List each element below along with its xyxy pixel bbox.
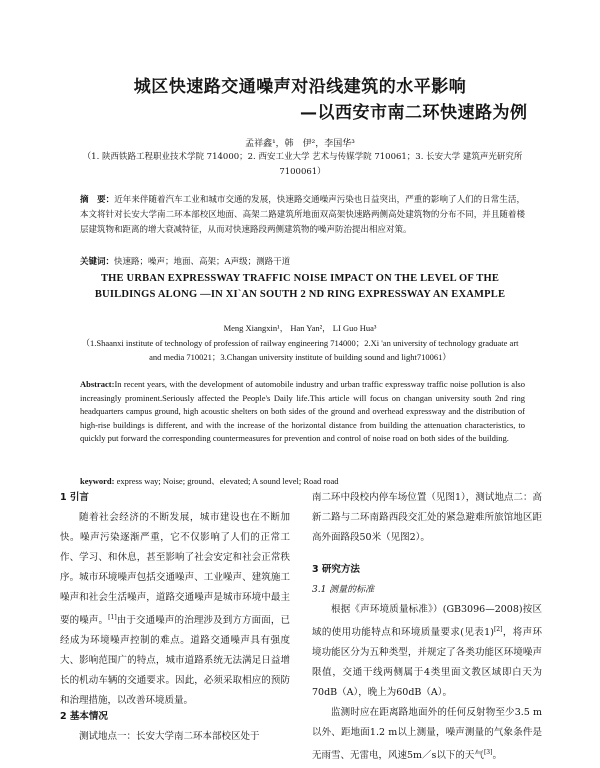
section-1-heading: 1 引言	[60, 492, 89, 503]
keywords-en-text: express way; Noise; ground、elevated; A sound level; Road road	[114, 476, 339, 486]
reference-1: [1]	[108, 614, 117, 621]
reference-3: [3]	[483, 749, 493, 757]
section-1-text: 随着社会经济的不断发展，城市建设也在不断加快。噪声污染逐渐严重，它不仅影响了人们的正常工作、学习、和休息，甚至影响了社会安定和社会正常秩序。城市环境噪声包括交通噪声、工业噪声、建筑施工噪声和社会生活噪声，道路交通噪声是城市环境中最主要的噪声。	[60, 512, 290, 627]
section-3-paragraph-2	[312, 703, 542, 766]
section-2-heading: 2 基本情况	[60, 711, 108, 722]
right-column-continuation: 南二环中段校内停车场位置（见图1），测试地点二：高新二路与二环南路西段交汇处的紧急避难所旅馆地区距高外面路段50米（见图2）。	[312, 492, 542, 543]
keywords-en	[80, 475, 525, 487]
right-column	[312, 488, 542, 766]
keywords-cn-label: 关键词：	[80, 257, 115, 267]
affiliation-en: （1.Shaanxi institute of technology of profession of railway engineering 714000；2.Xi 'an university of technology graduate art and media 710021；3.Changan university institute of building sound and light710061）	[81, 338, 519, 362]
keywords-cn-text: 快速路；噪声；地面、高架；A声级；测路干道	[114, 257, 291, 267]
abstract-cn	[80, 193, 525, 238]
paper-title-en: THE URBAN EXPRESSWAY TRAFFIC NOISE IMPACT ON THE LEVEL OF THE BUILDINGS ALONG —IN XI`AN SOUTH 2 ND RING EXPRESSWAY AN EXAMPLE	[94, 273, 506, 300]
section-2	[60, 707, 290, 747]
left-column	[60, 488, 290, 711]
authors-en: Meng Xiangxin¹， Han Yan²， LI Guo Hua³	[223, 323, 377, 333]
keywords-cn	[80, 255, 525, 267]
reference-2: [2]	[493, 626, 503, 633]
section-3-heading: 3 研究方法	[312, 564, 360, 575]
abstract-en-label: Abstract:	[80, 379, 115, 389]
section-1-text-cont: 由于交通噪声的治理涉及到方方面面，已经成为环境噪声控制的难点。道路交通噪声具有强度大、影响范围广的特点，城市道路系统无法满足日益增长的机动车辆的交通要求。因此，必须采取相应的预防和治理措施，以改善环境质量。	[60, 615, 290, 707]
section-3-text-1: 根据《声环境质量标准》）(GB3096—2008)按区域的使用功能特点和环境质量要求(见表1)	[312, 604, 542, 639]
section-3-text-2-end: 。	[492, 750, 502, 762]
paper-title: 城区快速路交通噪声对沿线建筑的水平影响	[133, 77, 467, 97]
paper-subtitle: —以西安市南二环快速路为例	[300, 103, 528, 123]
section-3-text-2: 监测时应在距离路地面外的任何反射物至少3.5 m以外、距地面1.2 m以上测量，噪声测量的气象条件是无雨雪、无雷电，风速5m／s以下的天气	[312, 707, 542, 762]
section-2-paragraph: 测试地点一：长安大学南二环本部校区处于	[79, 731, 260, 742]
affiliation-cn: （1. 陕西铁路工程职业技术学院 714000；2. 西安工业大学 艺术与传媒学院 710061；3. 长安大学 建筑声光研究所 7100061）	[82, 152, 523, 177]
section-1-paragraph	[60, 508, 290, 711]
keywords-en-label: keyword:	[80, 476, 115, 486]
section-3-paragraph-1	[312, 600, 542, 703]
section-3-text-1-cont: ，将声环境功能区分为五种类型，并规定了各类功能区环境噪声限值，交通干线两侧属于4类里面文教区域即白天为70dB（A），晚上为60dB（A）。	[312, 627, 542, 699]
abstract-en-text: In recent years, with the development of automobile industry and urban traffic expressway traffic noise pollution is also increasingly prominent.Seriously affected the People's Daily life.This article will focus on changan university south 2nd ring headquarters campus ground, high acoustic shelters on both sides of the ground and overhead expressway and the distribution of high-rise buildings is different, and with the increase of the horizontal distance from building the attenuation characteristics, to quickly put forward the corresponding countermeasures for prevention and control of noise road on both sides of the building.	[80, 379, 525, 444]
authors-cn: 孟祥鑫¹，韩 伊²，李国华³	[245, 139, 355, 149]
abstract-cn-label: 摘 要：	[80, 195, 115, 205]
abstract-cn-text: 近年来伴随着汽车工业和城市交通的发展，快速路交通噪声污染也日益突出，严重的影响了人们的日常生活，本文将针对长安大学南二环本部校区地面、高架二路建筑所地面双高架快速路两侧高处建筑物的分布不同，并且随着楼层建筑物和距离的增大衰减特征，从而对快速路段两侧建筑物的噪声防治提出相应对策。	[80, 195, 525, 235]
subsection-3-1-heading: 3.1 测量的标准	[312, 585, 375, 595]
abstract-en	[80, 378, 525, 446]
